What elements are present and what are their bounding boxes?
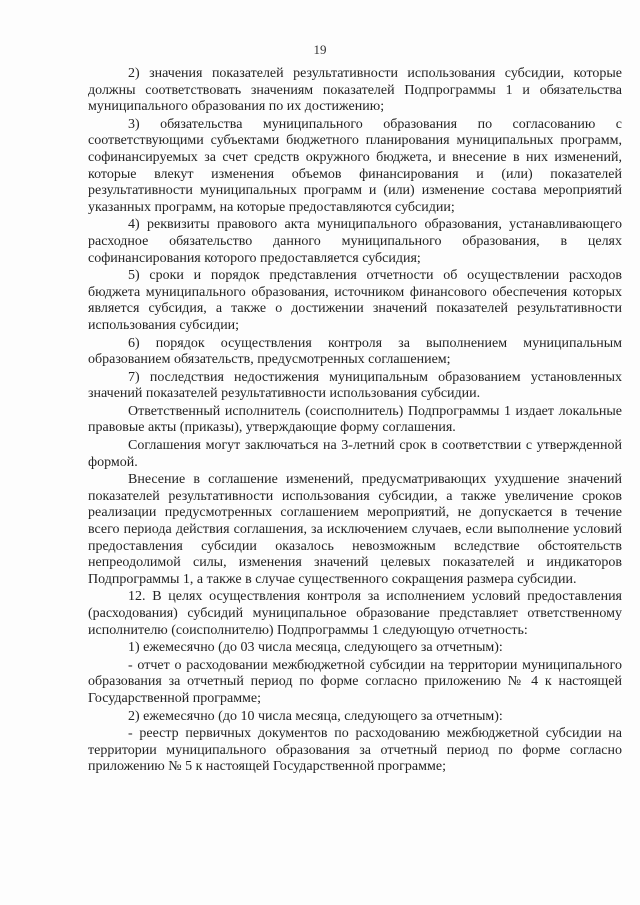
page-number: 19 xyxy=(313,42,327,57)
paragraph: Внесение в соглашение изменений, предусматривающих ухудшение значений показателей результативности использования субсидии, а также увеличение сроков реализации предусмотренных соглашением мероприятий, не допускается в течение всего периода действия соглашения, за исключением случаев, если выполнение условий предоставления субсидии оказалось невозможным вследствие обстоятельств непреодолимой силы, изменения значений целевых показателей и индикаторов Подпрограммы 1, а также в случае существенного сокращения размера субсидии. xyxy=(88,472,622,587)
paragraph: - отчет о расходовании межбюджетной субсидии на территории муниципального образования за отчетный период по форме согласно приложению № 4 к настоящей Государственной программе; xyxy=(88,657,622,706)
paragraph: 5) сроки и порядок представления отчетности об осуществлении расходов бюджета муниципального образования, источником финансового обеспечения которых является субсидия, а также о достижении значений показателей результативности использования субсидии; xyxy=(88,268,622,333)
paragraph: Соглашения могут заключаться на 3-летний срок в соответствии с утвержденной формой. xyxy=(88,438,622,470)
paragraph: 4) реквизиты правового акта муниципального образования, устанавливающего расходное обязательство данного муниципального образования, в целях софинансирования которого предоставляется субсидия; xyxy=(88,217,622,266)
paragraph: - реестр первичных документов по расходованию межбюджетной субсидии на территории муниципального образования за отчетный период по форме согласно приложению № 5 к настоящей Государственной программе; xyxy=(88,726,622,775)
paragraph: 2) ежемесячно (до 10 числа месяца, следующего за отчетным): xyxy=(128,708,503,724)
paragraph: 7) последствия недостижения муниципальным образованием установленных значений показателей результативности использования субсидии. xyxy=(88,369,622,402)
document-body xyxy=(88,66,622,777)
paragraph: 3) обязательства муниципального образования по согласованию с соответствующими субъектами бюджетного планирования муниципальных программ, софинансируемых за счет средств окружного бюджета, и внесение в них изменений, которые влекут изменения объемов финансирования и (или) показателей результативности муниципальных программ и (или) изменение состава мероприятий указанных программ, на которые предоставляются субсидии; xyxy=(88,116,622,215)
paragraph: 2) значения показателей результативности использования субсидии, которые должны соответствовать значениям показателей Подпрограммы 1 и обязательства муниципального образования по их достижению; xyxy=(88,66,622,115)
paragraph: Ответственный исполнитель (соисполнитель) Подпрограммы 1 издает локальные правовые акты (приказы), утверждающие форму соглашения. xyxy=(88,403,622,436)
paragraph: 12. В целях осуществления контроля за исполнением условий предоставления (расходования) субсидий муниципальное образование представляет ответственному исполнителю (соисполнителю) Подпрограммы 1 следующую отчетность: xyxy=(88,589,622,638)
paragraph: 6) порядок осуществления контроля за выполнением муниципальным образованием обязательств, предусмотренных соглашением; xyxy=(88,335,622,368)
paragraph: 1) ежемесячно (до 03 числа месяца, следующего за отчетным): xyxy=(128,640,503,656)
